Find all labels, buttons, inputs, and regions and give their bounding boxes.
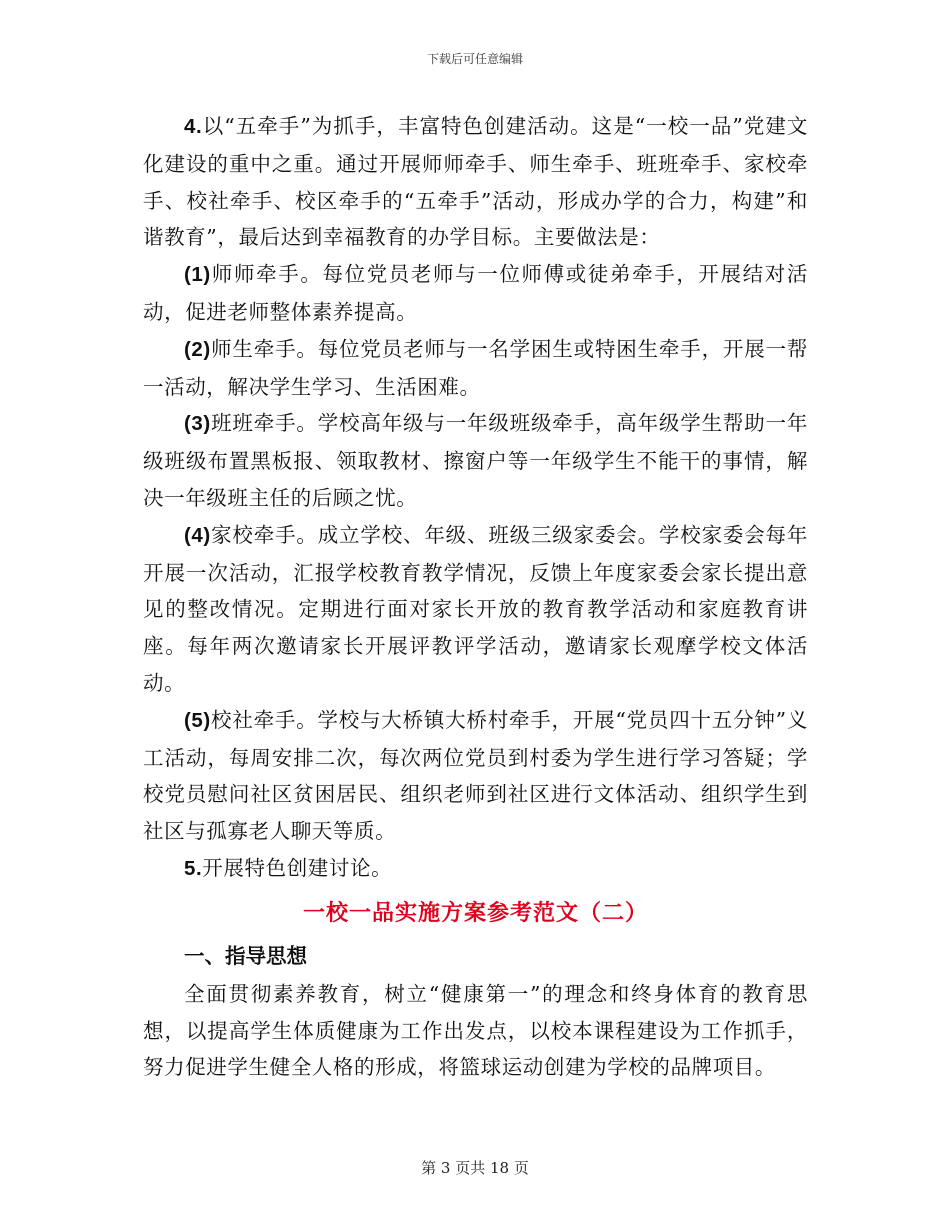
paragraph-item-5 bbox=[143, 850, 808, 888]
paragraph-sub-4 bbox=[143, 517, 808, 702]
paragraph-text: 班班牵手。学校高年级与一年级班级牵手，高年级学生帮助一年级班级布置黑板报、领取教材、擦窗户等一年级学生不能干的事情，解决一年级班主任的后顾之忧。 bbox=[143, 411, 808, 510]
paragraph-text: 家校牵手。成立学校、年级、班级三级家委会。学校家委会每年开展一次活动，汇报学校教育教学情况，反馈上年度家委会家长提出意见的整改情况。定期进行面对家长开放的教育教学活动和家庭教育讲座。每年两次邀请家长开展评教评学活动，邀请家长观摩学校文体活动。 bbox=[143, 522, 808, 695]
item-number: (5) bbox=[184, 708, 211, 732]
paragraph-sub-1 bbox=[143, 256, 808, 331]
section-title: 一校一品实施方案参考范文（二） bbox=[302, 900, 648, 926]
intro-paragraph: 全面贯彻素养教育，树立“健康第一”的理念和终身体育的教育思想，以提高学生体质健康为工作出发点，以校本课程建设为工作抓手，努力促进学生健全人格的形成，将篮球运动创建为学校的品牌项目。 bbox=[143, 981, 808, 1080]
page-footer: 第 3 页共 18 页 bbox=[421, 1159, 529, 1177]
item-number: 5. bbox=[184, 856, 203, 880]
paragraph-item-4 bbox=[143, 108, 808, 256]
page-header: 下载后可任意编辑 bbox=[426, 52, 523, 66]
section-heading: 一、指导思想 bbox=[184, 943, 307, 968]
item-number: 4. bbox=[184, 115, 203, 138]
paragraph-sub-5 bbox=[143, 702, 808, 850]
item-number: (2) bbox=[184, 337, 211, 361]
item-number: (1) bbox=[184, 263, 211, 287]
paragraph-text: 校社牵手。学校与大桥镇大桥村牵手，开展“党员四十五分钟”义工活动，每周安排二次，每次两位党员到村委为学生进行学习答疑；学校党员慰问社区贫困居民、组织老师到社区进行文体活动、组织学生到社区与孤寡老人聊天等质。 bbox=[143, 707, 808, 844]
document-body bbox=[143, 108, 808, 1086]
item-number: (3) bbox=[184, 412, 211, 436]
paragraph-text: 师生牵手。每位党员老师与一名学困生或特困生牵手，开展一帮一活动，解决学生学习、生活困难。 bbox=[143, 336, 808, 399]
paragraph-text: 师师牵手。每位党员老师与一位师傅或徒弟牵手，开展结对活动，促进老师整体素养提高。 bbox=[143, 262, 808, 324]
paragraph-sub-2 bbox=[143, 331, 808, 406]
paragraph-text: 开展特色创建讨论。 bbox=[202, 855, 393, 880]
paragraph-sub-3 bbox=[143, 405, 808, 516]
item-number: (4) bbox=[184, 523, 211, 547]
paragraph-text: 以“五牵手”为抓手，丰富特色创建活动。这是“一校一品”党建文化建设的重中之重。通过开展师师牵手、师生牵手、班班牵手、家校牵手、校社牵手、校区牵手的“五牵手”活动，形成办学的合力，构建”和谐教育”，最后达到幸福教育的办学目标。主要做法是： bbox=[143, 114, 808, 250]
